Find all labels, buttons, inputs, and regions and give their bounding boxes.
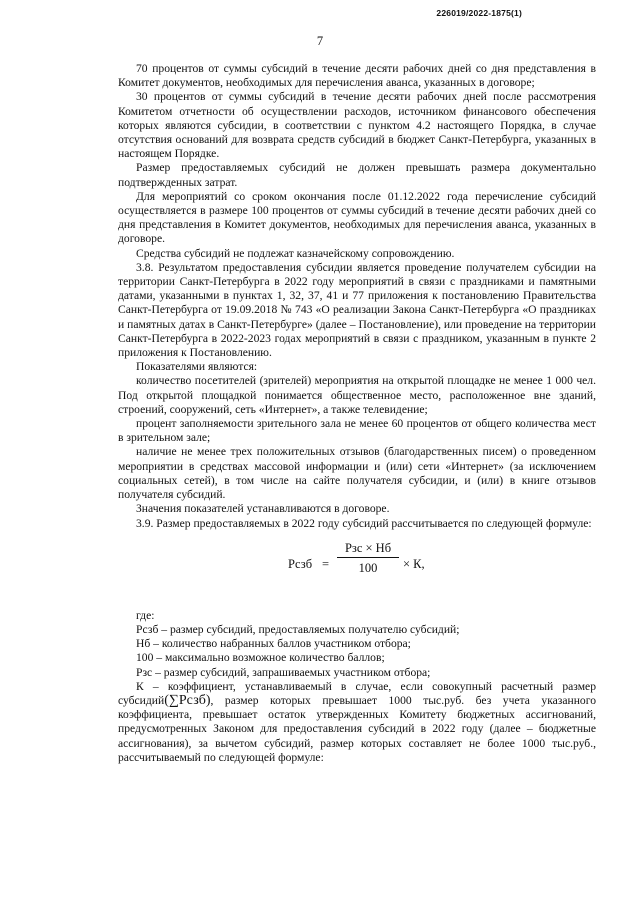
coefficient-text-end: , размер которых превышает 1000 тыс.руб. без учета указанного коэффициента, превышает остаток утвержденных Комитету бюджетных ассигнований, предусмотренных Законом для предоставления субсидий в 2022 году (далее – бюджетные ассигнования), за вычетом субсидий, размер которых составляет не более 1000 тыс.руб., рассчитываемый по следующей формуле: [118, 693, 596, 764]
definition: Рсзб – размер субсидий, предоставляемых получателю субсидий; [136, 622, 460, 636]
paragraph: 30 процентов от суммы субсидий в течение десяти рабочих дней после рассмотрения Комитетом отчетности об осуществлении расходов, источником финансового обеспечения которых являются субсидии, в соответствии с пунктом 4.2 настоящего Порядка, в случае отсутствия оснований для возврата средств субсидий в бюджет Санкт-Петербурга, указанных в настоящем Порядке. [118, 90, 596, 161]
paragraph: Размер предоставляемых субсидий не должен превышать размера документально подтвержденных затрат. [118, 161, 596, 189]
page-number: 7 [316, 34, 324, 48]
paragraph: 70 процентов от суммы субсидий в течение десяти рабочих дней со дня представления в Комитет документов, необходимых для перечисления аванса, указанных в договоре; [118, 62, 596, 90]
formula-lhs: Рсзб [288, 556, 313, 571]
paragraph: 3.8. Результатом предоставления субсидии является проведение получателем субсидии на территории Санкт-Петербурга в 2022 году мероприятий в связи с праздниками и памятными датами, указанными в пунктах 1, 32, 37, 41 и 77 приложения к постановлению Правительства Санкт-Петербурга от 19.09.2018 № 743 «О реализации Закона Санкт-Петербурга «О праздниках и памятных датах в Санкт-Петербурге» (далее – Постановление), или проведение на территории Санкт-Петербурга в 2022-2023 годах мероприятий в связи с праздником, указанным в пункте 2 приложения к Постановлению. [118, 260, 596, 360]
paragraph: Значения показателей устанавливаются в договоре. [136, 502, 390, 516]
paragraph: Для мероприятий со сроком окончания после 01.12.2022 года перечисление субсидий осуществляется в размере 100 процентов от суммы субсидий в течение десяти рабочих дней со дня представления в Комитет документов, необходимых для перечисления аванса, указанных в договоре. [118, 189, 596, 246]
paragraph: 3.9. Размер предоставляемых в 2022 году субсидий рассчитывается по следующей формуле: [136, 516, 592, 530]
paragraph: процент заполняемости зрительного зала не менее 60 процентов от общего количества мест в зрительном зале; [118, 417, 596, 445]
formula-fraction [337, 541, 399, 575]
sum-expression: (∑Рсзб) [164, 692, 211, 708]
subsidy-formula [118, 539, 596, 599]
where-label: где: [136, 608, 155, 622]
formula-numerator: Рзс × Нб [337, 541, 399, 558]
definition: 100 – максимально возможное количество баллов; [136, 651, 385, 665]
paragraph: Средства субсидий не подлежат казначейскому сопровождению. [136, 246, 455, 260]
definition: Нб – количество набранных баллов участником отбора; [136, 637, 411, 651]
formula-rhs: × К, [403, 556, 425, 571]
formula-denominator: 100 [358, 560, 378, 575]
paragraph: Показателями являются: [136, 360, 258, 374]
definition: Рзс – размер субсидий, запрашиваемых участником отбора; [136, 665, 431, 679]
coefficient-definition [118, 680, 596, 765]
coefficient-text-start: К – коэффициент, устанавливаемый в случае, если совокупный расчетный размер субсидий [118, 679, 596, 707]
document-id: 226019/2022-1875(1) [436, 8, 522, 18]
document-body [118, 62, 596, 765]
paragraph: количество посетителей (зрителей) мероприятия на открытой площадке не менее 1 000 чел. Под открытой площадкой понимается общественное место, расположенное вне зданий, строений, сооружений, сеть «Интернет», а также телевидение; [118, 374, 596, 416]
formula-equals: = [322, 556, 330, 571]
paragraph: наличие не менее трех положительных отзывов (благодарственных писем) о проведенном мероприятии в средствах массовой информации и (или) сети «Интернет» (за исключением социальных сетей), в том числе на сайте получателя субсидии, и (или) в книге отзывов получателя субсидий. [118, 445, 596, 502]
